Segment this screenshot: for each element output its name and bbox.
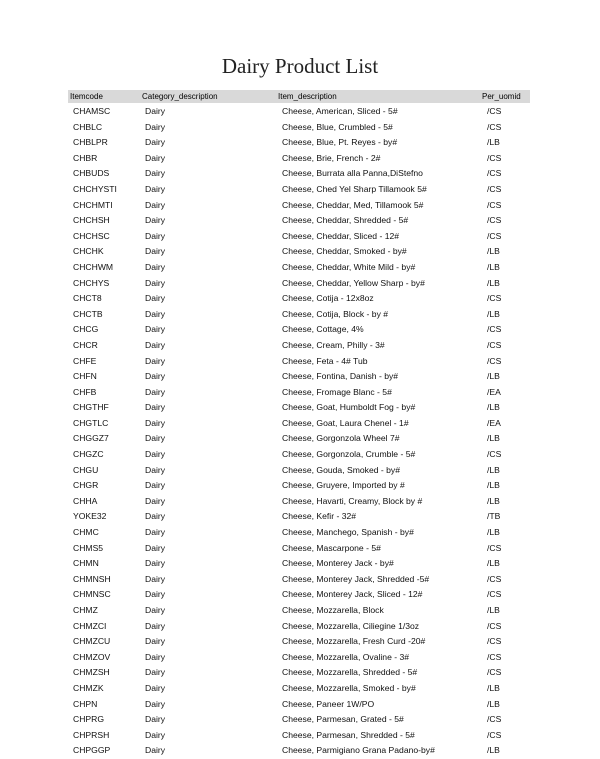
cell-itemcode: CHFE <box>73 355 97 366</box>
cell-per-uomid: /CS <box>487 636 502 647</box>
cell-category: Dairy <box>145 324 166 335</box>
table-row <box>0 307 600 323</box>
cell-item-description: Cheese, Cheddar, Med, Tillamook 5# <box>282 199 424 210</box>
cell-per-uomid: /LB <box>487 495 500 506</box>
cell-category: Dairy <box>145 745 166 756</box>
cell-itemcode: CHMZCI <box>73 620 107 631</box>
cell-category: Dairy <box>145 152 166 163</box>
cell-item-description: Cheese, Goat, Laura Chenel - 1# <box>282 417 409 428</box>
cell-category: Dairy <box>145 355 166 366</box>
cell-itemcode: CHGGZ7 <box>73 433 109 444</box>
cell-per-uomid: /LB <box>487 745 500 756</box>
table-row <box>0 619 600 635</box>
cell-category: Dairy <box>145 589 166 600</box>
table-row <box>0 478 600 494</box>
table-row <box>0 166 600 182</box>
cell-item-description: Cheese, Mozzarella, Ovaline - 3# <box>282 651 410 662</box>
table-row <box>0 151 600 167</box>
cell-item-description: Cheese, Paneer 1W/PO <box>282 698 375 709</box>
cell-category: Dairy <box>145 605 166 615</box>
table-row <box>0 650 600 666</box>
cell-category: Dairy <box>145 121 166 132</box>
cell-itemcode: CHFB <box>73 386 97 397</box>
cell-item-description: Cheese, American, Sliced - 5# <box>282 106 398 116</box>
cell-per-uomid: /LB <box>487 402 500 413</box>
cell-per-uomid: /CS <box>487 199 502 210</box>
cell-category: Dairy <box>145 199 166 210</box>
table-row <box>0 525 600 541</box>
table-row <box>0 634 600 650</box>
cell-item-description: Cheese, Burrata alla Panna,DiStefno <box>282 168 423 179</box>
header-category-description: Category_description <box>142 92 218 101</box>
table-header <box>68 90 530 103</box>
cell-itemcode: CHPN <box>73 698 98 709</box>
cell-item-description: Cheese, Gorgonzola Wheel 7# <box>282 433 400 444</box>
cell-per-uomid: /CS <box>487 324 502 335</box>
table-row <box>0 665 600 681</box>
table-row <box>0 104 600 120</box>
cell-itemcode: CHBR <box>73 152 98 163</box>
cell-itemcode: CHCHYS <box>73 277 110 288</box>
cell-itemcode: CHGR <box>73 480 99 491</box>
table-row <box>0 603 600 619</box>
cell-itemcode: CHMZK <box>73 682 104 693</box>
table-row <box>0 681 600 697</box>
cell-per-uomid: /CS <box>487 714 502 725</box>
cell-item-description: Cheese, Parmesan, Shredded - 5# <box>282 729 415 740</box>
cell-itemcode: CHMZCU <box>73 636 111 647</box>
cell-item-description: Cheese, Monterey Jack - by# <box>282 558 394 569</box>
table-row <box>0 587 600 603</box>
cell-item-description: Cheese, Blue, Crumbled - 5# <box>282 121 393 132</box>
cell-category: Dairy <box>145 261 166 272</box>
table-row <box>0 120 600 136</box>
cell-per-uomid: /CS <box>487 542 502 553</box>
cell-itemcode: CHBUDS <box>73 168 110 179</box>
cell-item-description: Cheese, Monterey Jack, Shredded -5# <box>282 573 430 584</box>
cell-per-uomid: /EA <box>487 417 501 428</box>
cell-category: Dairy <box>145 636 166 647</box>
cell-per-uomid: /LB <box>487 137 500 148</box>
cell-per-uomid: /LB <box>487 277 500 288</box>
table-row <box>0 369 600 385</box>
table-row <box>0 463 600 479</box>
cell-itemcode: CHMS5 <box>73 542 104 553</box>
cell-category: Dairy <box>145 168 166 179</box>
table-row <box>0 743 600 759</box>
cell-itemcode: CHMZSH <box>73 667 110 678</box>
table-row <box>0 244 600 260</box>
cell-per-uomid: /CS <box>487 355 502 366</box>
cell-item-description: Cheese, Ched Yel Sharp Tillamook 5# <box>282 183 427 194</box>
cell-category: Dairy <box>145 339 166 350</box>
cell-per-uomid: /CS <box>487 152 502 163</box>
cell-itemcode: CHGZC <box>73 449 104 460</box>
cell-itemcode: CHCG <box>73 324 99 335</box>
cell-category: Dairy <box>145 433 166 444</box>
cell-item-description: Cheese, Havarti, Creamy, Block by # <box>282 495 423 506</box>
cell-per-uomid: /LB <box>487 527 500 538</box>
cell-per-uomid: /CS <box>487 121 502 132</box>
cell-per-uomid: /CS <box>487 667 502 678</box>
cell-item-description: Cheese, Goat, Humboldt Fog - by# <box>282 402 416 413</box>
table-row <box>0 385 600 401</box>
cell-item-description: Cheese, Cheddar, Smoked - by# <box>282 246 407 257</box>
cell-item-description: Cheese, Fromage Blanc - 5# <box>282 386 392 397</box>
table-row <box>0 494 600 510</box>
header-itemcode: Itemcode <box>70 92 103 101</box>
cell-item-description: Cheese, Cream, Philly - 3# <box>282 339 385 350</box>
cell-item-description: Cheese, Blue, Pt. Reyes - by# <box>282 137 398 148</box>
cell-itemcode: CHGTLC <box>73 417 109 428</box>
cell-category: Dairy <box>145 682 166 693</box>
cell-category: Dairy <box>145 714 166 725</box>
cell-itemcode: CHAMSC <box>73 106 111 116</box>
cell-item-description: Cheese, Cheddar, Sliced - 12# <box>282 230 400 241</box>
cell-category: Dairy <box>145 698 166 709</box>
cell-item-description: Cheese, Cotija, Block - by # <box>282 308 389 319</box>
cell-item-description: Cheese, Gorgonzola, Crumble - 5# <box>282 449 416 460</box>
cell-itemcode: CHMC <box>73 527 99 538</box>
cell-itemcode: CHPRSH <box>73 729 110 740</box>
cell-itemcode: CHMZOV <box>73 651 111 662</box>
cell-category: Dairy <box>145 495 166 506</box>
cell-category: Dairy <box>145 573 166 584</box>
cell-category: Dairy <box>145 277 166 288</box>
cell-item-description: Cheese, Gruyere, Imported by # <box>282 480 405 491</box>
cell-category: Dairy <box>145 511 166 522</box>
cell-category: Dairy <box>145 308 166 319</box>
cell-itemcode: CHCHK <box>73 246 104 257</box>
cell-itemcode: CHFN <box>73 371 97 382</box>
cell-per-uomid: /TB <box>487 511 501 522</box>
cell-per-uomid: /CS <box>487 651 502 662</box>
cell-per-uomid: /LB <box>487 682 500 693</box>
cell-category: Dairy <box>145 417 166 428</box>
cell-itemcode: CHMN <box>73 558 99 569</box>
cell-itemcode: CHPGGP <box>73 745 111 756</box>
cell-category: Dairy <box>145 183 166 194</box>
cell-item-description: Cheese, Parmigiano Grana Padano-by# <box>282 745 435 756</box>
cell-itemcode: CHPRG <box>73 714 105 725</box>
cell-item-description: Cheese, Feta - 4# Tub <box>282 355 368 366</box>
cell-per-uomid: /CS <box>487 168 502 179</box>
cell-item-description: Cheese, Brie, French - 2# <box>282 152 381 163</box>
cell-category: Dairy <box>145 402 166 413</box>
cell-per-uomid: /CS <box>487 620 502 631</box>
cell-itemcode: CHMNSH <box>73 573 111 584</box>
cell-itemcode: CHGU <box>73 464 99 475</box>
cell-item-description: Cheese, Mozzarella, Smoked - by# <box>282 682 416 693</box>
cell-per-uomid: /EA <box>487 386 501 397</box>
cell-category: Dairy <box>145 386 166 397</box>
table-row <box>0 276 600 292</box>
cell-item-description: Cheese, Cheddar, Shredded - 5# <box>282 215 409 226</box>
cell-per-uomid: /CS <box>487 293 502 304</box>
cell-category: Dairy <box>145 371 166 382</box>
cell-item-description: Cheese, Kefir - 32# <box>282 511 357 522</box>
table-row <box>0 400 600 416</box>
cell-item-description: Cheese, Manchego, Spanish - by# <box>282 527 414 538</box>
table-row <box>0 728 600 744</box>
cell-itemcode: CHBLPR <box>73 137 108 148</box>
cell-itemcode: CHMNSC <box>73 589 111 600</box>
cell-item-description: Cheese, Cheddar, White Mild - by# <box>282 261 416 272</box>
cell-per-uomid: /CS <box>487 729 502 740</box>
table-row <box>0 556 600 572</box>
cell-category: Dairy <box>145 527 166 538</box>
table-row <box>0 338 600 354</box>
table-row <box>0 431 600 447</box>
cell-category: Dairy <box>145 729 166 740</box>
cell-per-uomid: /CS <box>487 183 502 194</box>
cell-category: Dairy <box>145 215 166 226</box>
cell-itemcode: CHCHWM <box>73 261 114 272</box>
table-row <box>0 182 600 198</box>
table-row <box>0 416 600 432</box>
cell-category: Dairy <box>145 480 166 491</box>
cell-category: Dairy <box>145 246 166 257</box>
header-item-description: Item_description <box>278 92 337 101</box>
cell-item-description: Cheese, Cottage, 4% <box>282 324 364 335</box>
cell-itemcode: CHCT8 <box>73 293 102 304</box>
cell-category: Dairy <box>145 667 166 678</box>
table-row <box>0 260 600 276</box>
cell-per-uomid: /LB <box>487 558 500 569</box>
cell-category: Dairy <box>145 651 166 662</box>
cell-per-uomid: /CS <box>487 230 502 241</box>
cell-item-description: Cheese, Mozzarella, Fresh Curd -20# <box>282 636 426 647</box>
cell-per-uomid: /LB <box>487 480 500 491</box>
table-row <box>0 135 600 151</box>
table-row <box>0 697 600 713</box>
cell-category: Dairy <box>145 464 166 475</box>
cell-category: Dairy <box>145 106 166 116</box>
cell-per-uomid: /LB <box>487 605 500 615</box>
cell-per-uomid: /LB <box>487 698 500 709</box>
cell-per-uomid: /CS <box>487 339 502 350</box>
cell-category: Dairy <box>145 293 166 304</box>
cell-itemcode: CHMZ <box>73 605 98 615</box>
cell-item-description: Cheese, Mozzarella, Shredded - 5# <box>282 667 418 678</box>
cell-per-uomid: /LB <box>487 433 500 444</box>
cell-category: Dairy <box>145 558 166 569</box>
cell-item-description: Cheese, Parmesan, Grated - 5# <box>282 714 404 725</box>
cell-per-uomid: /CS <box>487 573 502 584</box>
cell-per-uomid: /LB <box>487 464 500 475</box>
table-row <box>0 712 600 728</box>
table-row <box>0 541 600 557</box>
table-row <box>0 198 600 214</box>
table-row <box>0 322 600 338</box>
cell-category: Dairy <box>145 542 166 553</box>
table-row <box>0 354 600 370</box>
page-title: Dairy Product List <box>221 54 379 78</box>
cell-itemcode: CHCHMTI <box>73 199 113 210</box>
cell-itemcode: CHHA <box>73 495 98 506</box>
table-row <box>0 291 600 307</box>
cell-per-uomid: /LB <box>487 371 500 382</box>
cell-item-description: Cheese, Mozzarella, Ciliegine 1/3oz <box>282 620 420 631</box>
table-row <box>0 229 600 245</box>
cell-per-uomid: /CS <box>487 589 502 600</box>
cell-item-description: Cheese, Mozzarella, Block <box>282 605 384 615</box>
cell-category: Dairy <box>145 230 166 241</box>
table-row <box>0 213 600 229</box>
cell-per-uomid: /LB <box>487 246 500 257</box>
cell-itemcode: CHCTB <box>73 308 103 319</box>
cell-itemcode: CHCHYSTI <box>73 183 117 194</box>
cell-per-uomid: /LB <box>487 308 500 319</box>
table-row <box>0 509 600 525</box>
cell-itemcode: CHCHSC <box>73 230 110 241</box>
table-row <box>0 572 600 588</box>
cell-item-description: Cheese, Mascarpone - 5# <box>282 542 381 553</box>
cell-per-uomid: /CS <box>487 215 502 226</box>
table-body <box>0 104 600 759</box>
cell-itemcode: CHBLC <box>73 121 103 132</box>
cell-itemcode: CHGTHF <box>73 402 109 413</box>
cell-item-description: Cheese, Fontina, Danish - by# <box>282 371 399 382</box>
cell-item-description: Cheese, Gouda, Smoked - by# <box>282 464 400 475</box>
cell-category: Dairy <box>145 449 166 460</box>
cell-category: Dairy <box>145 620 166 631</box>
cell-itemcode: CHCHSH <box>73 215 110 226</box>
cell-itemcode: CHCR <box>73 339 98 350</box>
cell-item-description: Cheese, Cotija - 12x8oz <box>282 293 374 304</box>
cell-category: Dairy <box>145 137 166 148</box>
cell-item-description: Cheese, Monterey Jack, Sliced - 12# <box>282 589 423 600</box>
cell-itemcode: YOKE32 <box>73 511 107 522</box>
table-row <box>0 447 600 463</box>
cell-item-description: Cheese, Cheddar, Yellow Sharp - by# <box>282 277 425 288</box>
cell-per-uomid: /CS <box>487 106 502 116</box>
cell-per-uomid: /LB <box>487 261 500 272</box>
cell-per-uomid: /CS <box>487 449 502 460</box>
header-per-uomid: Per_uomid <box>482 92 521 101</box>
